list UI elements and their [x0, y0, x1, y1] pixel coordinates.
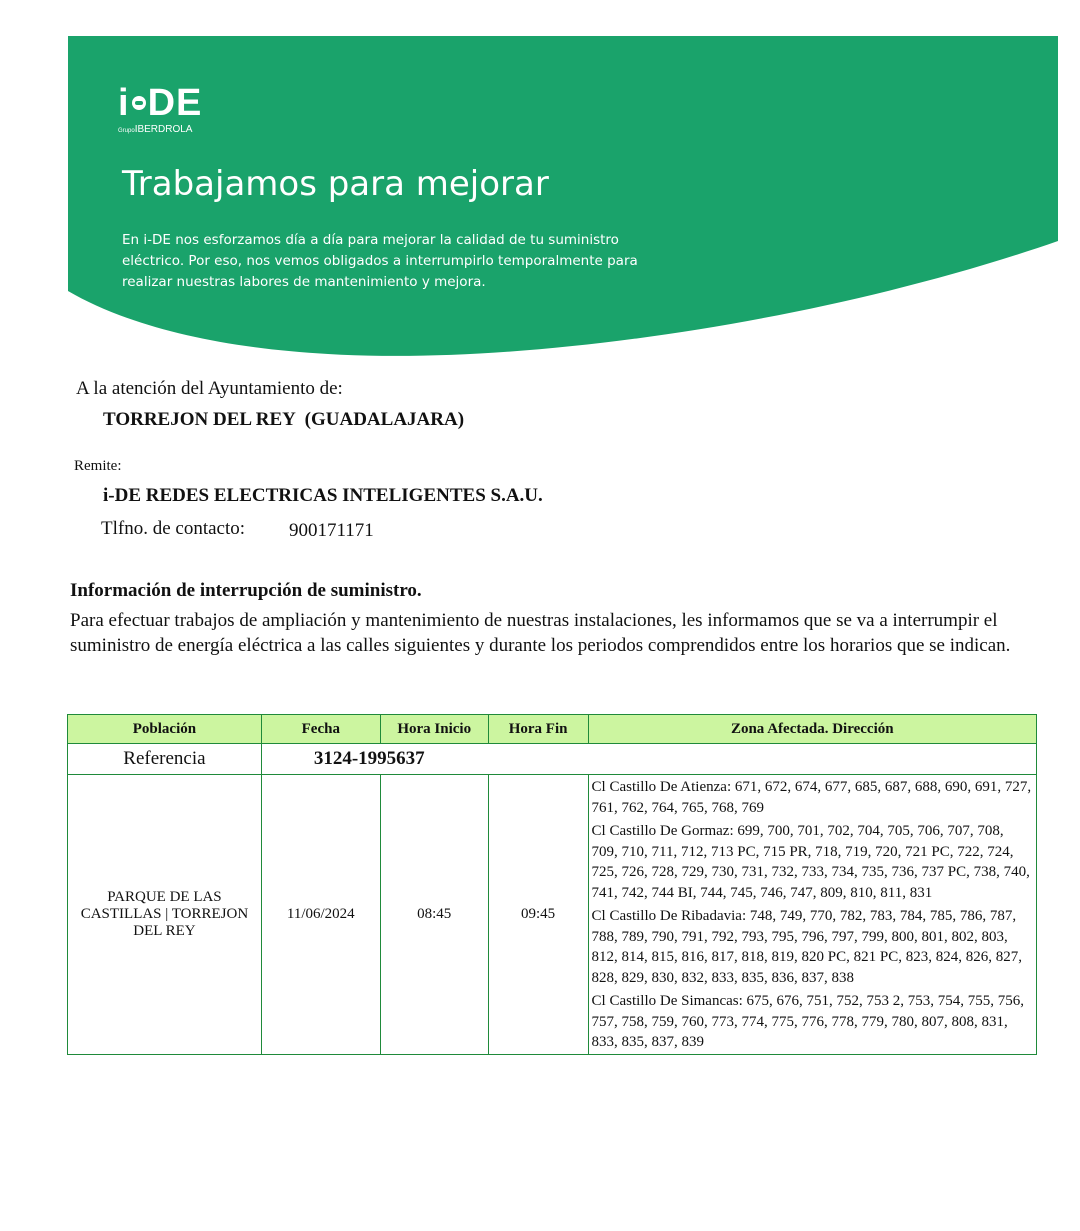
logo-sub-prefix: Grupo	[118, 128, 135, 134]
reference-label: Referencia	[68, 744, 262, 775]
phone-number: 900171171	[289, 520, 374, 541]
outage-table	[67, 714, 1037, 1055]
logo-sub-text: IBERDROLA	[134, 124, 193, 135]
table-row	[68, 775, 1037, 1055]
sender-label: Remite:	[74, 458, 122, 474]
table-header-row	[68, 715, 1037, 744]
zone-item-simancas: Cl Castillo De Simancas: 675, 676, 751, 752, 753 2, 753, 754, 755, 756, 757, 758, 759, 760, 773, 774, 775, 776, 778, 779, 780, 807, 808, 831, 833, 835, 837, 839	[591, 993, 1025, 1050]
info-text: Para efectuar trabajos de ampliación y mantenimiento de nuestras instalaciones, les informamos que se va a interrumpir el suministro de energía eléctrica a las calles siguientes y durante los periodos comprendidos entre los horarios que se indican.	[70, 610, 1011, 656]
banner-text: En i-DE nos esforzamos día a día para mejorar la calidad de tu suministro eléctrico. Por eso, nos vemos obligados a interrumpirlo temporalmente para realizar nuestras labores de mantenimiento y mejora.	[122, 232, 638, 290]
reference-row	[68, 744, 1037, 775]
header-fecha: Fecha	[261, 715, 380, 744]
cell-hora-inicio: 08:45	[380, 775, 488, 1055]
cell-poblacion: PARQUE DE LAS CASTILLAS | TORREJON DEL REY	[68, 775, 262, 1055]
logo-plug-icon	[132, 96, 146, 110]
reference-value: 3124-1995637	[261, 744, 1036, 775]
attention-label: A la atención del Ayuntamiento de:	[76, 378, 343, 399]
banner-title: Trabajamos para mejorar	[122, 164, 549, 204]
header-hora-fin: Hora Fin	[488, 715, 588, 744]
zone-item-gormaz: Cl Castillo De Gormaz: 699, 700, 701, 702, 704, 705, 706, 707, 708, 709, 710, 711, 712, 713 PC, 715 PR, 718, 719, 720, 721 PC, 722, 724, 725, 726, 728, 729, 730, 731, 732, 733, 734, 735, 736, 737 PC, 738, 740, 741, 742, 744 BI, 744, 745, 746, 747, 809, 810, 811, 831	[591, 823, 1030, 901]
header-poblacion: Población	[68, 715, 262, 744]
info-title: Información de interrupción de suministro.	[70, 580, 422, 601]
logo-letter-i: i	[118, 82, 130, 124]
ide-logo	[118, 84, 202, 137]
zone-item-ribadavia: Cl Castillo De Ribadavia: 748, 749, 770, 782, 783, 784, 785, 786, 787, 788, 789, 790, 791, 792, 793, 795, 796, 797, 799, 800, 801, 802, 803, 812, 814, 815, 816, 817, 818, 819, 820 PC, 821 PC, 823, 824, 826, 827, 828, 829, 830, 832, 833, 835, 836, 837, 838	[591, 908, 1022, 986]
sender-company: i-DE REDES ELECTRICAS INTELIGENTES S.A.U.	[103, 485, 543, 506]
cell-zonas	[588, 775, 1036, 1055]
header-hora-inicio: Hora Inicio	[380, 715, 488, 744]
cell-hora-fin: 09:45	[488, 775, 588, 1055]
phone-label: Tlfno. de contacto:	[101, 518, 246, 539]
cell-fecha: 11/06/2024	[261, 775, 380, 1055]
logo-letters-de: DE	[147, 82, 203, 124]
town-name: TORREJON DEL REY (GUADALAJARA)	[103, 409, 465, 430]
header-zona: Zona Afectada. Dirección	[588, 715, 1036, 744]
zone-item-atienza: Cl Castillo De Atienza: 671, 672, 674, 677, 685, 687, 688, 690, 691, 727, 761, 762, 764, 765, 768, 769	[591, 779, 1032, 816]
header-banner	[68, 36, 1058, 358]
